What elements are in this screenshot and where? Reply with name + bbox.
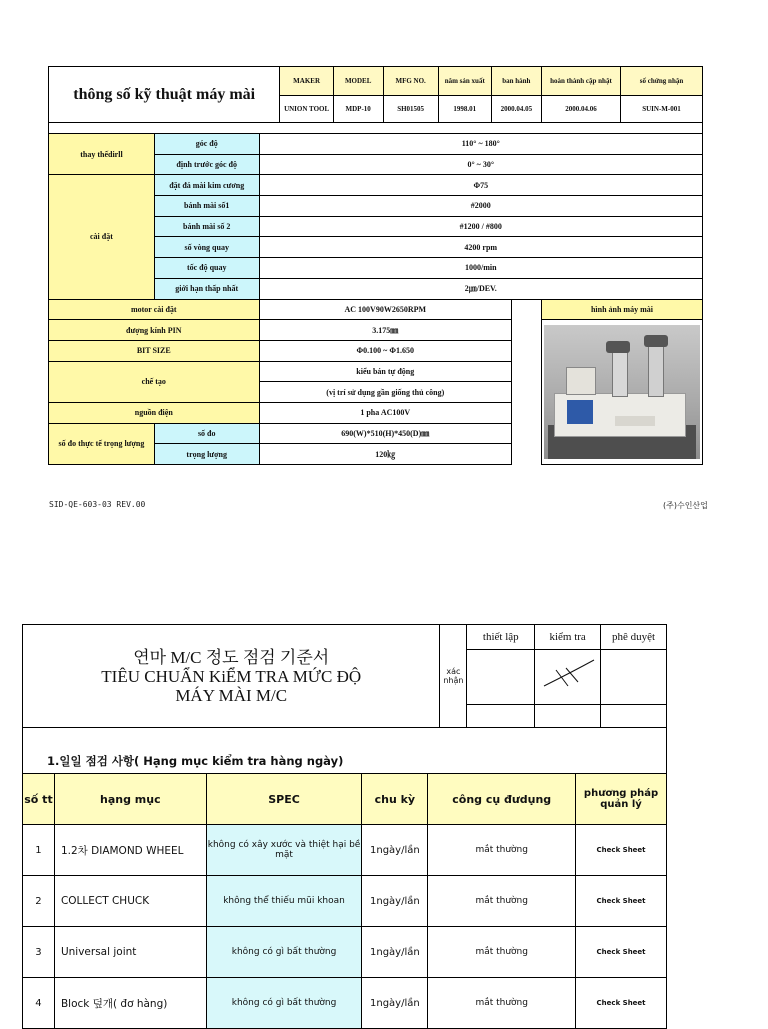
spacer-row: [49, 123, 703, 134]
spec-sheet-title: thông số kỹ thuật máy mài: [49, 67, 280, 123]
row-label: bánh mài số1: [154, 196, 259, 217]
bit-value: Φ0.100 ~ Φ1.650: [259, 340, 511, 361]
dim-label: số đo: [154, 423, 259, 444]
row-value: 2㎛/DEV.: [259, 278, 702, 299]
value-cert-no: SUIN-M-001: [620, 96, 702, 123]
table-row: [23, 876, 667, 927]
value-updated: 2000.04.06: [541, 96, 620, 123]
table-row: [23, 978, 667, 1029]
measure-label: số đo thực tế trọng lượng: [49, 423, 155, 464]
date-approve: [601, 704, 667, 727]
row-tool: mắt thường: [428, 978, 576, 1029]
header-model: MODEL: [333, 67, 383, 96]
row-no: 3: [23, 927, 55, 978]
row-label: tốc độ quay: [154, 258, 259, 279]
col-item: hạng mục: [54, 774, 206, 825]
row-item: 1.2차 DIAMOND WHEEL: [54, 825, 206, 876]
motor-label: motor cài đặt: [49, 299, 260, 320]
role-setup: thiết lập: [467, 625, 535, 650]
header-cert-no: số chứng nhận: [620, 67, 702, 96]
header-issue: ban hành: [491, 67, 541, 96]
row-item: Universal joint: [54, 927, 206, 978]
motor-value: AC 100V90W2650RPM: [259, 299, 511, 320]
value-maker: UNION TOOL: [280, 96, 333, 123]
signature-mark-icon: [538, 656, 598, 696]
table-row: [23, 825, 667, 876]
row-label: góc độ: [154, 134, 259, 155]
row-method: Check Sheet: [576, 927, 667, 978]
photo-label: hình ảnh máy mài: [541, 299, 702, 320]
row-item: Block 덮개( đơ hàng): [54, 978, 206, 1029]
row-no: 4: [23, 978, 55, 1029]
col-method: phương pháp quản lý: [576, 774, 667, 825]
row-label: số vòng quay: [154, 237, 259, 258]
row-value: 0° ~ 30°: [259, 154, 702, 175]
manufacture-label: chế tạo: [49, 361, 260, 402]
group-setup-label: cài đặt: [49, 175, 155, 299]
row-spec: không có gì bất thường: [206, 927, 362, 978]
row-value: #2000: [259, 196, 702, 217]
signature-check: [535, 650, 601, 704]
row-label: bánh mài số 2: [154, 216, 259, 237]
row-spec: không có xây xước và thiệt hại bề mặt: [206, 825, 362, 876]
row-cycle: 1ngày/lần: [362, 825, 428, 876]
manufacture-value-2: (vị trí sử dụng gần giống thủ công): [259, 382, 511, 403]
pin-value: 3.175㎜: [259, 320, 511, 341]
row-cycle: 1ngày/lần: [362, 876, 428, 927]
row-item: COLLECT CHUCK: [54, 876, 206, 927]
row-spec: không có gì bất thường: [206, 978, 362, 1029]
row-tool: mắt thường: [428, 825, 576, 876]
row-cycle: 1ngày/lần: [362, 927, 428, 978]
col-cycle: chu kỳ: [362, 774, 428, 825]
section-title: 1.일일 점검 사항( Hạng mục kiểm tra hàng ngày): [47, 754, 344, 768]
date-check: [535, 704, 601, 727]
row-method: Check Sheet: [576, 825, 667, 876]
daily-check-table: [22, 773, 667, 1029]
grinding-machine-photo: [544, 325, 700, 459]
row-cycle: 1ngày/lần: [362, 978, 428, 1029]
power-value: 1 pha AC100V: [259, 402, 511, 423]
row-value: 4200 rpm: [259, 237, 702, 258]
company-name: (주)수인산업: [663, 501, 708, 510]
power-label: nguồn điện: [49, 402, 260, 423]
daily-check-section: [22, 727, 667, 773]
title-korean: 연마 M/C 정도 점검 기준서: [133, 647, 330, 667]
signature-setup: [467, 650, 535, 704]
header-mfg-no: MFG NO.: [383, 67, 438, 96]
confirm-label: xác nhận: [440, 625, 467, 728]
row-label: đặt đá mài kim cương: [154, 175, 259, 196]
row-label: giới hạn thấp nhất: [154, 278, 259, 299]
table-row: [23, 927, 667, 978]
role-check: kiểm tra: [535, 625, 601, 650]
machine-spec-table: [48, 66, 703, 465]
signature-approve: [601, 650, 667, 704]
row-no: 1: [23, 825, 55, 876]
dim-value: 690(W)*510(H)*450(D)㎜: [259, 423, 511, 444]
value-mfg-no: SH01505: [383, 96, 438, 123]
row-value: 1000/min: [259, 258, 702, 279]
photo-gap: [512, 299, 542, 320]
pin-label: đượng kính PIN: [49, 320, 260, 341]
date-setup: [467, 704, 535, 727]
header-maker: MAKER: [280, 67, 333, 96]
col-spec: SPEC: [206, 774, 362, 825]
row-spec: không thể thiếu mũi khoan: [206, 876, 362, 927]
row-tool: mắt thường: [428, 927, 576, 978]
row-value: 110° ~ 180°: [259, 134, 702, 155]
value-model: MDP-10: [333, 96, 383, 123]
bit-label: BIT SIZE: [49, 340, 260, 361]
standard-header-table: [22, 624, 667, 728]
weight-label: trọng lượng: [154, 444, 259, 465]
row-value: Φ75: [259, 175, 702, 196]
title-vietnamese-1: TIÊU CHUẨN KiỂM TRA MỨC ĐỘ: [101, 666, 362, 686]
col-no: số tt: [23, 774, 55, 825]
group-change-label: thay thếdirll: [49, 134, 155, 175]
col-tool: công cụ đưdụng: [428, 774, 576, 825]
header-updated: hoàn thành cập nhật: [541, 67, 620, 96]
standard-title: [23, 625, 440, 728]
header-year: năm sản xuất: [438, 67, 491, 96]
row-method: Check Sheet: [576, 978, 667, 1029]
row-tool: mắt thường: [428, 876, 576, 927]
machine-photo-cell: [541, 320, 702, 465]
row-no: 2: [23, 876, 55, 927]
row-label: định trước góc độ: [154, 154, 259, 175]
row-value: #1200 / #800: [259, 216, 702, 237]
row-method: Check Sheet: [576, 876, 667, 927]
value-issue: 2000.04.05: [491, 96, 541, 123]
value-year: 1998.01: [438, 96, 491, 123]
title-vietnamese-2: MÁY MÀI M/C: [175, 685, 288, 705]
manufacture-value-1: kiểu bán tự động: [259, 361, 511, 382]
weight-value: 120㎏: [259, 444, 511, 465]
document-code: SID-QE-603-03 REV.00: [49, 500, 146, 509]
role-approve: phê duyệt: [601, 625, 667, 650]
photo-gap: [512, 320, 542, 465]
